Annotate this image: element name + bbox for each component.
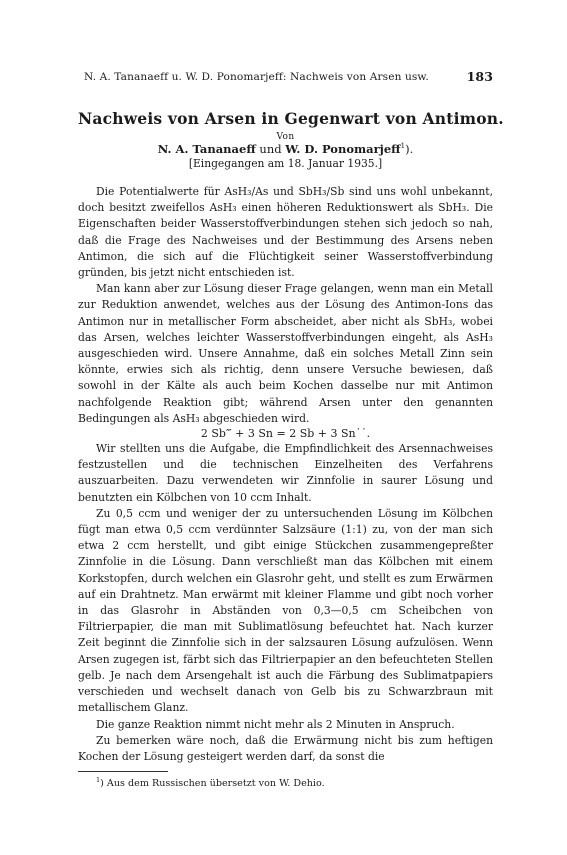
byline-von: Von bbox=[276, 132, 295, 142]
article-title: Nachweis von Arsen in Gegenwart von Antimon. bbox=[78, 109, 504, 128]
paragraph: Zu 0,5 ccm und weniger der zu untersuchenden Lösung im Kölbchen fügt man etwa 0,5 ccm verdünnter Salzsäure (1:1) zu, von der man sich etwa 2 ccm herstellt, und gibt einige Stückchen zusammengepreßter Zinnfolie in die Lösung. Dann verschließt man das Kölbchen mit einem Korkstopfen, durch welchen ein Glasrohr geht, und stellt es zum Erwärmen auf ein Drahtnetz. Man erwärmt mit kleiner Flamme und gibt noch vorher in das Glasrohr in Abständen von 0,3—0,5 cm Scheibchen von Filtrierpapier, die man mit Sublimatlösung befeuchtet hat. Nach kurzer Zeit beginnt die Zinnfolie sich in der salzsauren Lösung aufzulösen. Wenn Arsen zugegen ist, färbt sich das Filtrierpapier an den befeuchteten Stellen gelb. Je nach dem Arsengehalt ist auch die Färbung des Sublimatpapiers verschieden und wechselt danach von Gelb bis zu Schwarzbraun mit metallischem Glanz. bbox=[78, 506, 493, 715]
page-number: 183 bbox=[466, 69, 493, 84]
footnote bbox=[78, 776, 493, 789]
paragraph: Wir stellten uns die Aufgabe, die Empfindlichkeit des Arsennachweises festzustellen und die technischen Einzelheiten des Verfahrens auszuarbeiten. Dazu verwendeten wir Zinnfolie in saurer Lösung und benutzten ein Kölbchen von 10 ccm Inhalt. bbox=[78, 442, 493, 504]
paragraph: Zu bemerken wäre noch, daß die Erwärmung nicht bis zum heftigen Kochen der Lösung gesteigert werden darf, da sonst die bbox=[78, 733, 493, 763]
paragraph: Man kann aber zur Lösung dieser Frage gelangen, wenn man ein Metall zur Reduktion anwendet, welches aus der Lösung des Antimon-Ions das Antimon nur in metallischer Form abscheidet, aber nicht als SbH₃, wobei das Arsen, welches leichter Wasserstoffverbindungen eingeht, als AsH₃ ausgeschieden wird. Unsere Annahme, daß ein solches Metall Zinn sein könnte, erwies sich als richtig, denn unsere Versuche bewiesen, daß sowohl in der Kälte als auch beim Kochen dasselbe nur mit Antimon nachfolgende Reaktion gibt; während Arsen unter den genannten Bedingungen als AsH₃ abgeschieden wird. bbox=[78, 282, 493, 425]
article-body bbox=[78, 184, 493, 765]
author-line: N. A. Tananaeff und W. D. Ponomarjeff$^1$). bbox=[157, 142, 414, 156]
author-conjunction: und bbox=[259, 142, 282, 156]
footnote-divider bbox=[78, 771, 168, 772]
paragraph: Die ganze Reaktion nimmt nicht mehr als 2 Minuten in Anspruch. bbox=[96, 717, 455, 731]
footnote-mark: 1 bbox=[400, 142, 406, 151]
author-name: N. A. Tananaeff bbox=[157, 142, 256, 156]
footnote-mark: 1 bbox=[96, 776, 101, 785]
running-header bbox=[78, 66, 493, 84]
running-head-text: N. A. Tananaeff u. W. D. Ponomarjeff: Nachweis von Arsen usw. bbox=[84, 71, 429, 83]
paragraph: Die Potentialwerte für AsH₃/As und SbH₃/Sb sind uns wohl unbekannt, doch besitzt zweifellos AsH₃ einen höheren Reduktionswert als SbH₃. Die Eigenschaften beider Wasserstoffverbindungen stehen sich jedoch so nah, daß die Frage des Nachweises und der Bestimmung des Arsens neben Antimon, die sich auf die Flüchtigkeit seiner Wasserstoffverbindung gründen, bis jetzt nicht entschieden ist. bbox=[78, 185, 493, 280]
author-name: W. D. Ponomarjeff bbox=[285, 142, 401, 156]
received-date: [Eingegangen am 18. Januar 1935.] bbox=[188, 157, 383, 170]
reaction-equation: 2 Sb‴ + 3 Sn = 2 Sb + 3 Sn˙˙. bbox=[200, 427, 371, 441]
journal-page bbox=[78, 66, 504, 790]
footnote-text: ) Aus dem Russischen übersetzt von W. Dehio. bbox=[100, 778, 325, 790]
